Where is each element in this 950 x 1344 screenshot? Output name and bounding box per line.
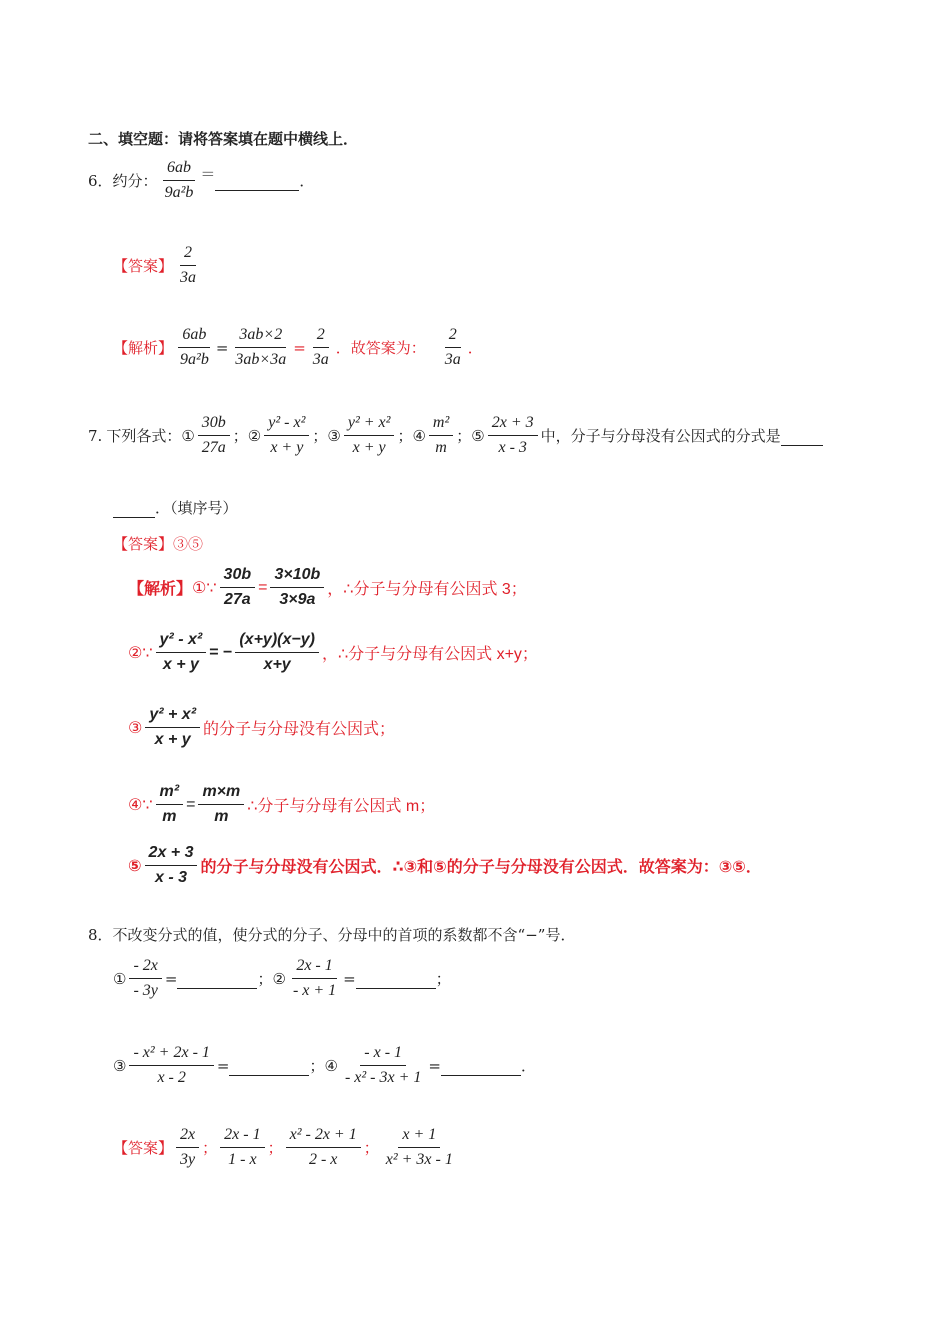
q7-analysis-5 [128,843,762,888]
q8-item2 [289,956,340,1001]
q7-a2-lhs-den: x + y [162,656,199,673]
q7-line2 [113,497,238,518]
q7-question-text: 中，分子与分母没有公因式的分式是 [540,427,781,445]
q6-analysis-lhs [176,325,213,370]
q8-number: 8． [88,926,113,944]
q6-expr-den: 9a²b [164,184,194,201]
q7-a1-lhs-den: 27a [223,591,251,608]
q8-item1-den: - 3y [133,982,158,999]
q7-item4-den: m [435,439,447,456]
q7-item5-mark: ⑤ [471,426,485,445]
q7-sep2: ； [312,427,328,445]
q7-a2-rhs [235,630,319,675]
q6-answer-den: 3a [180,269,197,286]
q7-a2-sign: = − [209,643,233,661]
q8-row1 [113,956,451,1001]
q7-a1-rhs-num: 3×10b [270,565,324,588]
q8-blank1[interactable] [177,987,257,989]
q7-a4-rhs-num: m×m [198,782,244,805]
q6-analysis-step2 [309,325,333,370]
q7-a2-text: ，∴分子与分母有公因式 x+y； [321,646,538,663]
q8-item1-mark: ① [113,969,127,988]
q7-item5-num: 2x + 3 [488,413,538,436]
q7-item1-num: 30b [198,413,230,436]
q6-step2-num: 2 [313,325,329,348]
q8-answer3 [286,1125,361,1170]
q8-prompt: 不改变分式的值，使分式的分子、分母中的首项的系数都不含“−”号． [112,926,576,944]
q7-a1-eq: = [258,578,268,596]
q6-answer [113,243,203,288]
q8-answer2-den: 1 - x [228,1151,257,1168]
q6-prompt: 约分： [112,172,158,190]
q7-a4-lhs-den: m [162,808,177,825]
q8-answer [113,1125,460,1170]
q7-answer-blank-b[interactable] [113,516,155,518]
section-heading: 二、填空题：请将答案填在题中横线上． [88,130,359,148]
q7-a1-text: ，∴分子与分母有公因式 3； [327,581,527,598]
q6-analysis-label: 【解析】 [113,339,174,357]
q7-item2-num: y² - x² [264,413,309,436]
q6-analysis-dot: ． [467,339,483,357]
q7-item1-mark: ① [181,426,195,445]
q8-item3-eq: = [216,1056,230,1075]
q7-a1-lhs-num: 30b [220,565,256,588]
q8-item2-num: 2x - 1 [292,956,336,979]
q7-sep1: ； [232,427,248,445]
q8-item1-num: - 2x [129,956,161,979]
q8-answer1-den: 3y [180,1151,196,1168]
q7-sep4: ； [456,427,472,445]
q7-a5-num: 2x + 3 [145,843,198,866]
q7-item3-den: x + y [352,439,386,456]
q8-answer3-den: 2 - x [308,1151,338,1168]
q7-a1-rhs [270,565,324,610]
q8-answer2-num: 2x - 1 [220,1125,264,1148]
q7-analysis-3 [128,705,395,750]
q7-item2-den: x + y [270,439,304,456]
q7-analysis-4 [128,782,435,827]
q7-sep3: ； [397,427,413,445]
q7-a2-prefix: ②∵ [128,644,153,662]
q8-end: ． [520,1057,536,1075]
q7-item4-mark: ④ [412,426,426,445]
q7-item1 [198,413,230,458]
q7-analysis-1 [128,565,527,610]
q8-answer-sep2: ； [267,1139,283,1157]
q6-analysis-lhs-num: 6ab [178,325,210,348]
q8-sep2: ； [435,970,451,988]
q7-item4 [429,413,453,458]
q8-row2 [113,1043,536,1088]
q7-a1-prefix: ①∵ [192,579,217,597]
q8-item3-den: x - 2 [157,1069,186,1086]
q7-a4-rhs [198,782,244,827]
q8-item4-num: - x - 1 [360,1043,406,1066]
q6-eq: ＝ [200,165,216,183]
q7-analysis-2 [128,630,538,675]
q8-question [88,924,575,945]
q8-answer-sep3: ； [363,1139,379,1157]
q6-answer-frac [176,243,200,288]
q8-answer4-den: x² + 3x - 1 [385,1151,453,1168]
q7-prompt: 下列各式： [106,427,182,445]
q7-a5-expr [145,843,198,888]
q6-analysis-tail: ．故答案为： [335,339,426,357]
q7-a2-lhs [156,630,207,675]
q8-answer1 [176,1125,199,1170]
q7-a1-lhs [220,565,256,610]
q8-item3 [129,1043,213,1088]
q8-item1-eq: = [164,969,178,988]
q6-analysis-eq2: = [293,338,306,357]
q7-a4-eq: = [186,795,196,813]
q7-answer-blank-a[interactable] [781,444,823,446]
q8-item4 [341,1043,425,1088]
q7-a5-text: 的分子与分母没有公因式．∴③和⑤的分子与分母没有公因式．故答案为：③⑤． [200,859,762,876]
q7-a2-rhs-num: (x+y)(x−y) [235,630,319,653]
q7-item3 [344,413,395,458]
q8-sep3: ； [309,1057,325,1075]
q8-answer3-num: x² - 2x + 1 [286,1125,361,1148]
q8-item2-den: - x + 1 [292,982,337,999]
q6-final-den: 3a [444,351,461,368]
q6-expr-num: 6ab [163,158,195,181]
q8-item4-den: - x² - 3x + 1 [344,1069,422,1086]
q8-answer2 [220,1125,264,1170]
q8-item2-eq: = [343,969,356,988]
q6-final-num: 2 [445,325,461,348]
q8-item3-mark: ③ [113,1056,127,1075]
q7-item2 [264,413,309,458]
q7-a4-lhs [156,782,184,827]
q7-answer-label: 【答案】 [113,535,174,553]
q7-item2-mark: ② [247,426,262,445]
q8-answer1-num: 2x [176,1125,199,1148]
q7-tail: ．（填序号） [155,499,238,517]
q7-a3-expr [145,705,200,750]
q8-blank2[interactable] [356,987,436,989]
q6-analysis-final [441,325,465,370]
q8-item2-mark: ② [272,969,286,988]
q6-analysis [113,325,483,370]
q8-item1 [129,956,161,1001]
q6-number: 6． [88,172,113,190]
q6-answer-num: 2 [180,243,196,266]
q6-step1-num: 3ab×2 [235,325,286,348]
q7-a3-prefix: ③ [128,719,143,737]
q7-number: 7. [88,426,103,445]
q8-item3-num: - x² + 2x - 1 [129,1043,213,1066]
q6-answer-blank[interactable] [215,189,299,191]
q6-analysis-eq1: = [215,338,229,357]
q8-answer-sep1: ； [202,1139,218,1157]
q6-question [88,158,314,203]
q7-a3-text: 的分子与分母没有公因式； [203,721,396,738]
q7-a3-num: y² + x² [145,705,200,728]
q6-step1-den: 3ab×3a [235,351,287,368]
q7-item1-den: 27a [201,439,226,456]
q8-sep1: ； [257,970,273,988]
q7-question [88,413,823,458]
q7-item4-num: m² [429,413,453,436]
q7-a4-rhs-den: m [214,808,229,825]
q7-analysis-label: 【解析】 [128,581,193,598]
q7-a5-den: x - 3 [155,869,188,886]
q7-answer [113,533,203,554]
q6-end: ． [299,172,315,190]
q8-blank3[interactable] [229,1074,309,1076]
q7-item3-num: y² + x² [344,413,395,436]
q8-item4-eq: = [428,1056,441,1075]
q7-a3-den: x + y [154,731,191,748]
q8-blank4[interactable] [441,1074,521,1076]
q7-a4-prefix: ④∵ [128,796,153,814]
q6-expression [161,158,198,203]
q8-answer4-num: x + 1 [398,1125,440,1148]
q6-analysis-lhs-den: 9a²b [180,351,209,368]
q8-answer4 [382,1125,457,1170]
q6-analysis-step1 [231,325,290,370]
q6-step2-den: 3a [312,351,329,368]
q8-answer-label: 【答案】 [113,1139,174,1157]
q7-a1-rhs-den: 3×9a [279,591,316,608]
q7-a2-rhs-den: x+y [263,656,291,673]
q7-a2-lhs-num: y² - x² [156,630,207,653]
q6-answer-label: 【答案】 [113,257,174,275]
q7-item5 [488,413,538,458]
q7-item3-mark: ③ [327,426,341,445]
q7-a4-lhs-num: m² [156,782,184,805]
q8-item4-mark: ④ [324,1056,338,1075]
q7-a4-text: ∴分子与分母有公因式 m； [247,798,436,815]
q7-a5-prefix: ⑤ [128,857,142,875]
q7-item5-den: x - 3 [498,439,527,456]
q7-answer-value: ③⑤ [173,535,204,553]
